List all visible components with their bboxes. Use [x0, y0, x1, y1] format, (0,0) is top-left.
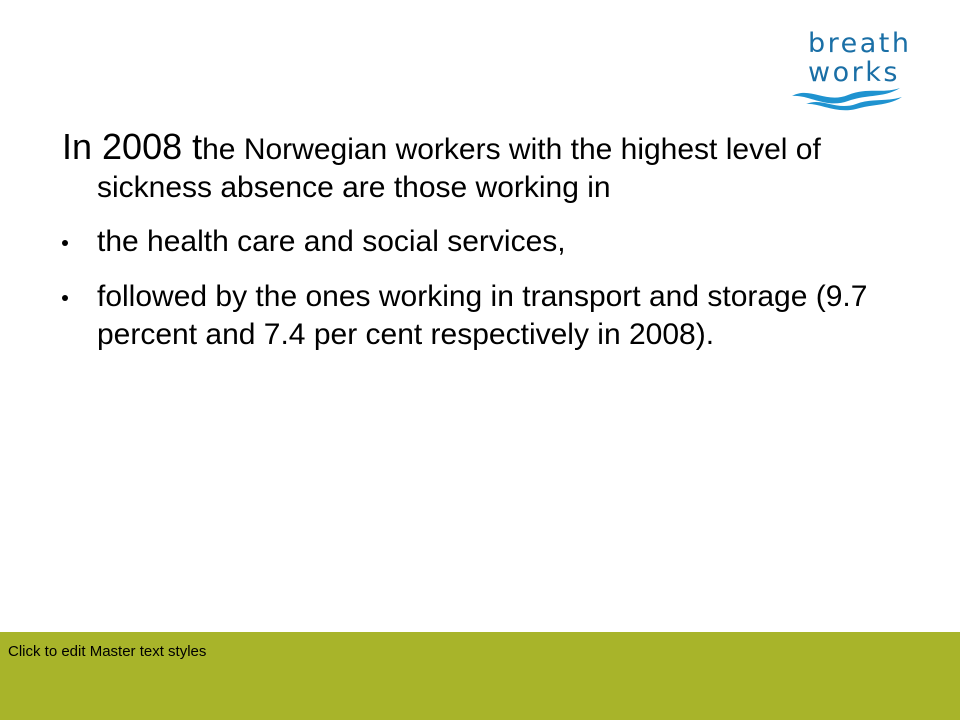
footer-placeholder-text[interactable]: Click to edit Master text styles — [8, 643, 207, 660]
bullet-dot-icon — [62, 295, 68, 301]
bullet-item — [62, 278, 882, 354]
logo-text-line1: breath — [808, 28, 912, 59]
lead-year: In 2008 t — [62, 126, 203, 167]
bullet-dot-icon — [62, 240, 68, 246]
lead-paragraph — [62, 128, 882, 207]
breathworks-logo — [790, 28, 912, 115]
bullet-text: followed by the ones working in transport and storage (9.7 percent and 7.4 per cent respectively in 2008). — [97, 280, 868, 351]
logo-text-line2: works — [808, 57, 900, 88]
waves-icon — [790, 82, 905, 112]
bullet-list — [62, 223, 882, 354]
bullet-text: the health care and social services, — [97, 225, 566, 258]
slide-body — [62, 128, 882, 354]
footer-bar — [0, 632, 960, 720]
lead-text: he Norwegian workers with the highest level of sickness absence are those working in — [97, 133, 821, 204]
bullet-item — [62, 223, 882, 261]
